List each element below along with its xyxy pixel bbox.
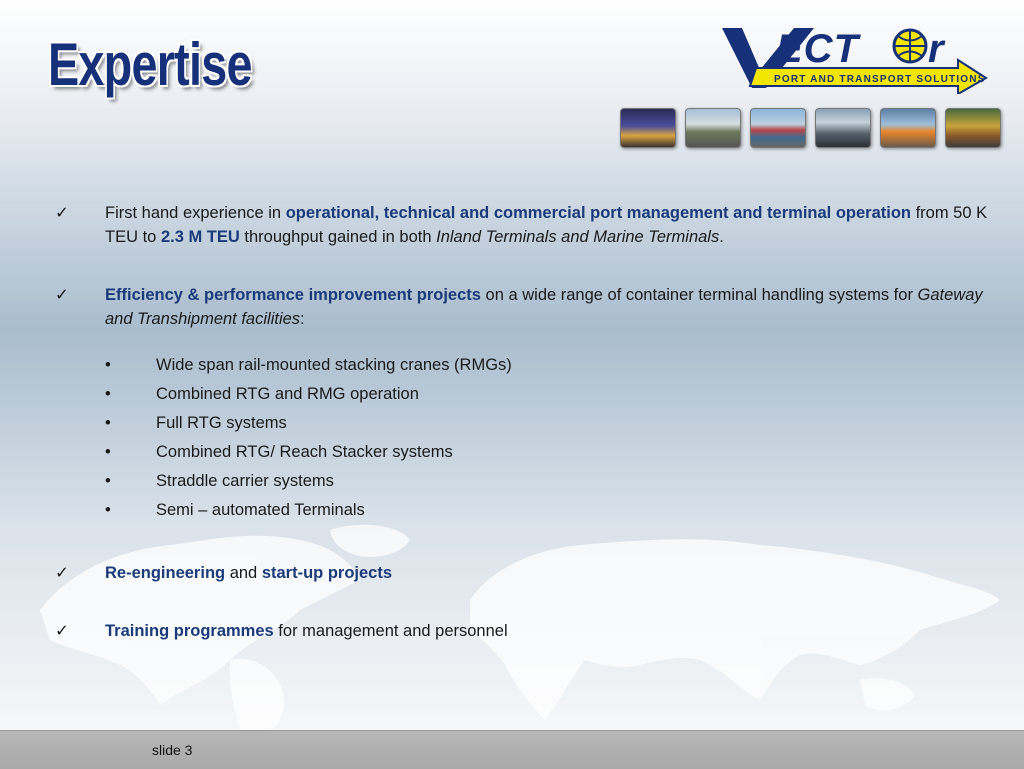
bullet-dot-icon: • <box>105 414 111 432</box>
container-yard-photo <box>750 108 806 148</box>
sub-item: • Combined RTG/ Reach Stacker systems <box>105 440 995 469</box>
bullet-dot-icon: • <box>105 385 111 403</box>
body-text: : <box>300 310 305 328</box>
bullet-item <box>55 283 995 331</box>
sub-list <box>55 353 995 527</box>
highlight-text: 2.3 M TEU <box>160 228 240 246</box>
bullet-dot-icon: • <box>105 356 111 374</box>
bullet-dot-icon: • <box>105 472 111 490</box>
body-text: from 50 K TEU to <box>105 204 988 246</box>
bullet-dot-icon: • <box>105 443 111 461</box>
slide-content <box>55 201 995 643</box>
terminal-crane-photo <box>815 108 871 148</box>
bullet-text <box>105 564 392 582</box>
vehicles-photo <box>880 108 936 148</box>
body-text: for management and personnel <box>273 622 508 640</box>
check-icon: ✓ <box>55 286 69 304</box>
svg-text:ECT: ECT <box>776 27 859 71</box>
logo-tagline: PORT AND TRANSPORT SOLUTIONS <box>774 74 986 85</box>
bullet-item <box>55 561 995 585</box>
sub-item: • Wide span rail-mounted stacking cranes (RMGs) <box>105 353 995 382</box>
body-text: . <box>719 228 724 246</box>
italic-text: Gateway and Transhipment facilities <box>105 286 983 328</box>
slide-title: Expertise <box>48 31 252 98</box>
footer-bar <box>0 730 1024 769</box>
bullet-text <box>105 286 983 328</box>
highlight-text: Efficiency & performance improvement projects <box>105 286 481 304</box>
highlight-text: Training programmes <box>105 622 274 640</box>
highlight-text: operational, technical and commercial port management and terminal operation <box>285 204 911 222</box>
bullet-dot-icon: • <box>105 501 111 519</box>
night-port-photo <box>620 108 676 148</box>
body-text: on a wide range of container terminal handling systems for <box>480 286 918 304</box>
body-text: throughput gained in both <box>239 228 437 246</box>
sub-item: • Full RTG systems <box>105 411 995 440</box>
check-icon: ✓ <box>55 204 69 222</box>
bullet-item <box>55 619 995 643</box>
check-icon: ✓ <box>55 564 69 582</box>
photo-strip <box>620 108 1001 148</box>
check-icon: ✓ <box>55 622 69 640</box>
sub-item: • Straddle carrier systems <box>105 469 995 498</box>
highlight-text: start-up projects <box>261 564 392 582</box>
crane-detail-photo <box>945 108 1001 148</box>
bullet-item <box>55 201 995 249</box>
rail-wagons-photo <box>685 108 741 148</box>
body-text: and <box>225 564 262 582</box>
highlight-text: Re-engineering <box>105 564 226 582</box>
bullet-text <box>105 622 508 640</box>
svg-text:r: r <box>928 27 944 71</box>
italic-text: Inland Terminals and Marine Terminals <box>436 228 720 246</box>
vector-logo <box>718 22 990 94</box>
slide-number: slide 3 <box>152 742 193 758</box>
bullet-text <box>105 204 987 246</box>
sub-item: • Semi – automated Terminals <box>105 498 995 527</box>
sub-item: • Combined RTG and RMG operation <box>105 382 995 411</box>
body-text: First hand experience in <box>105 204 286 222</box>
